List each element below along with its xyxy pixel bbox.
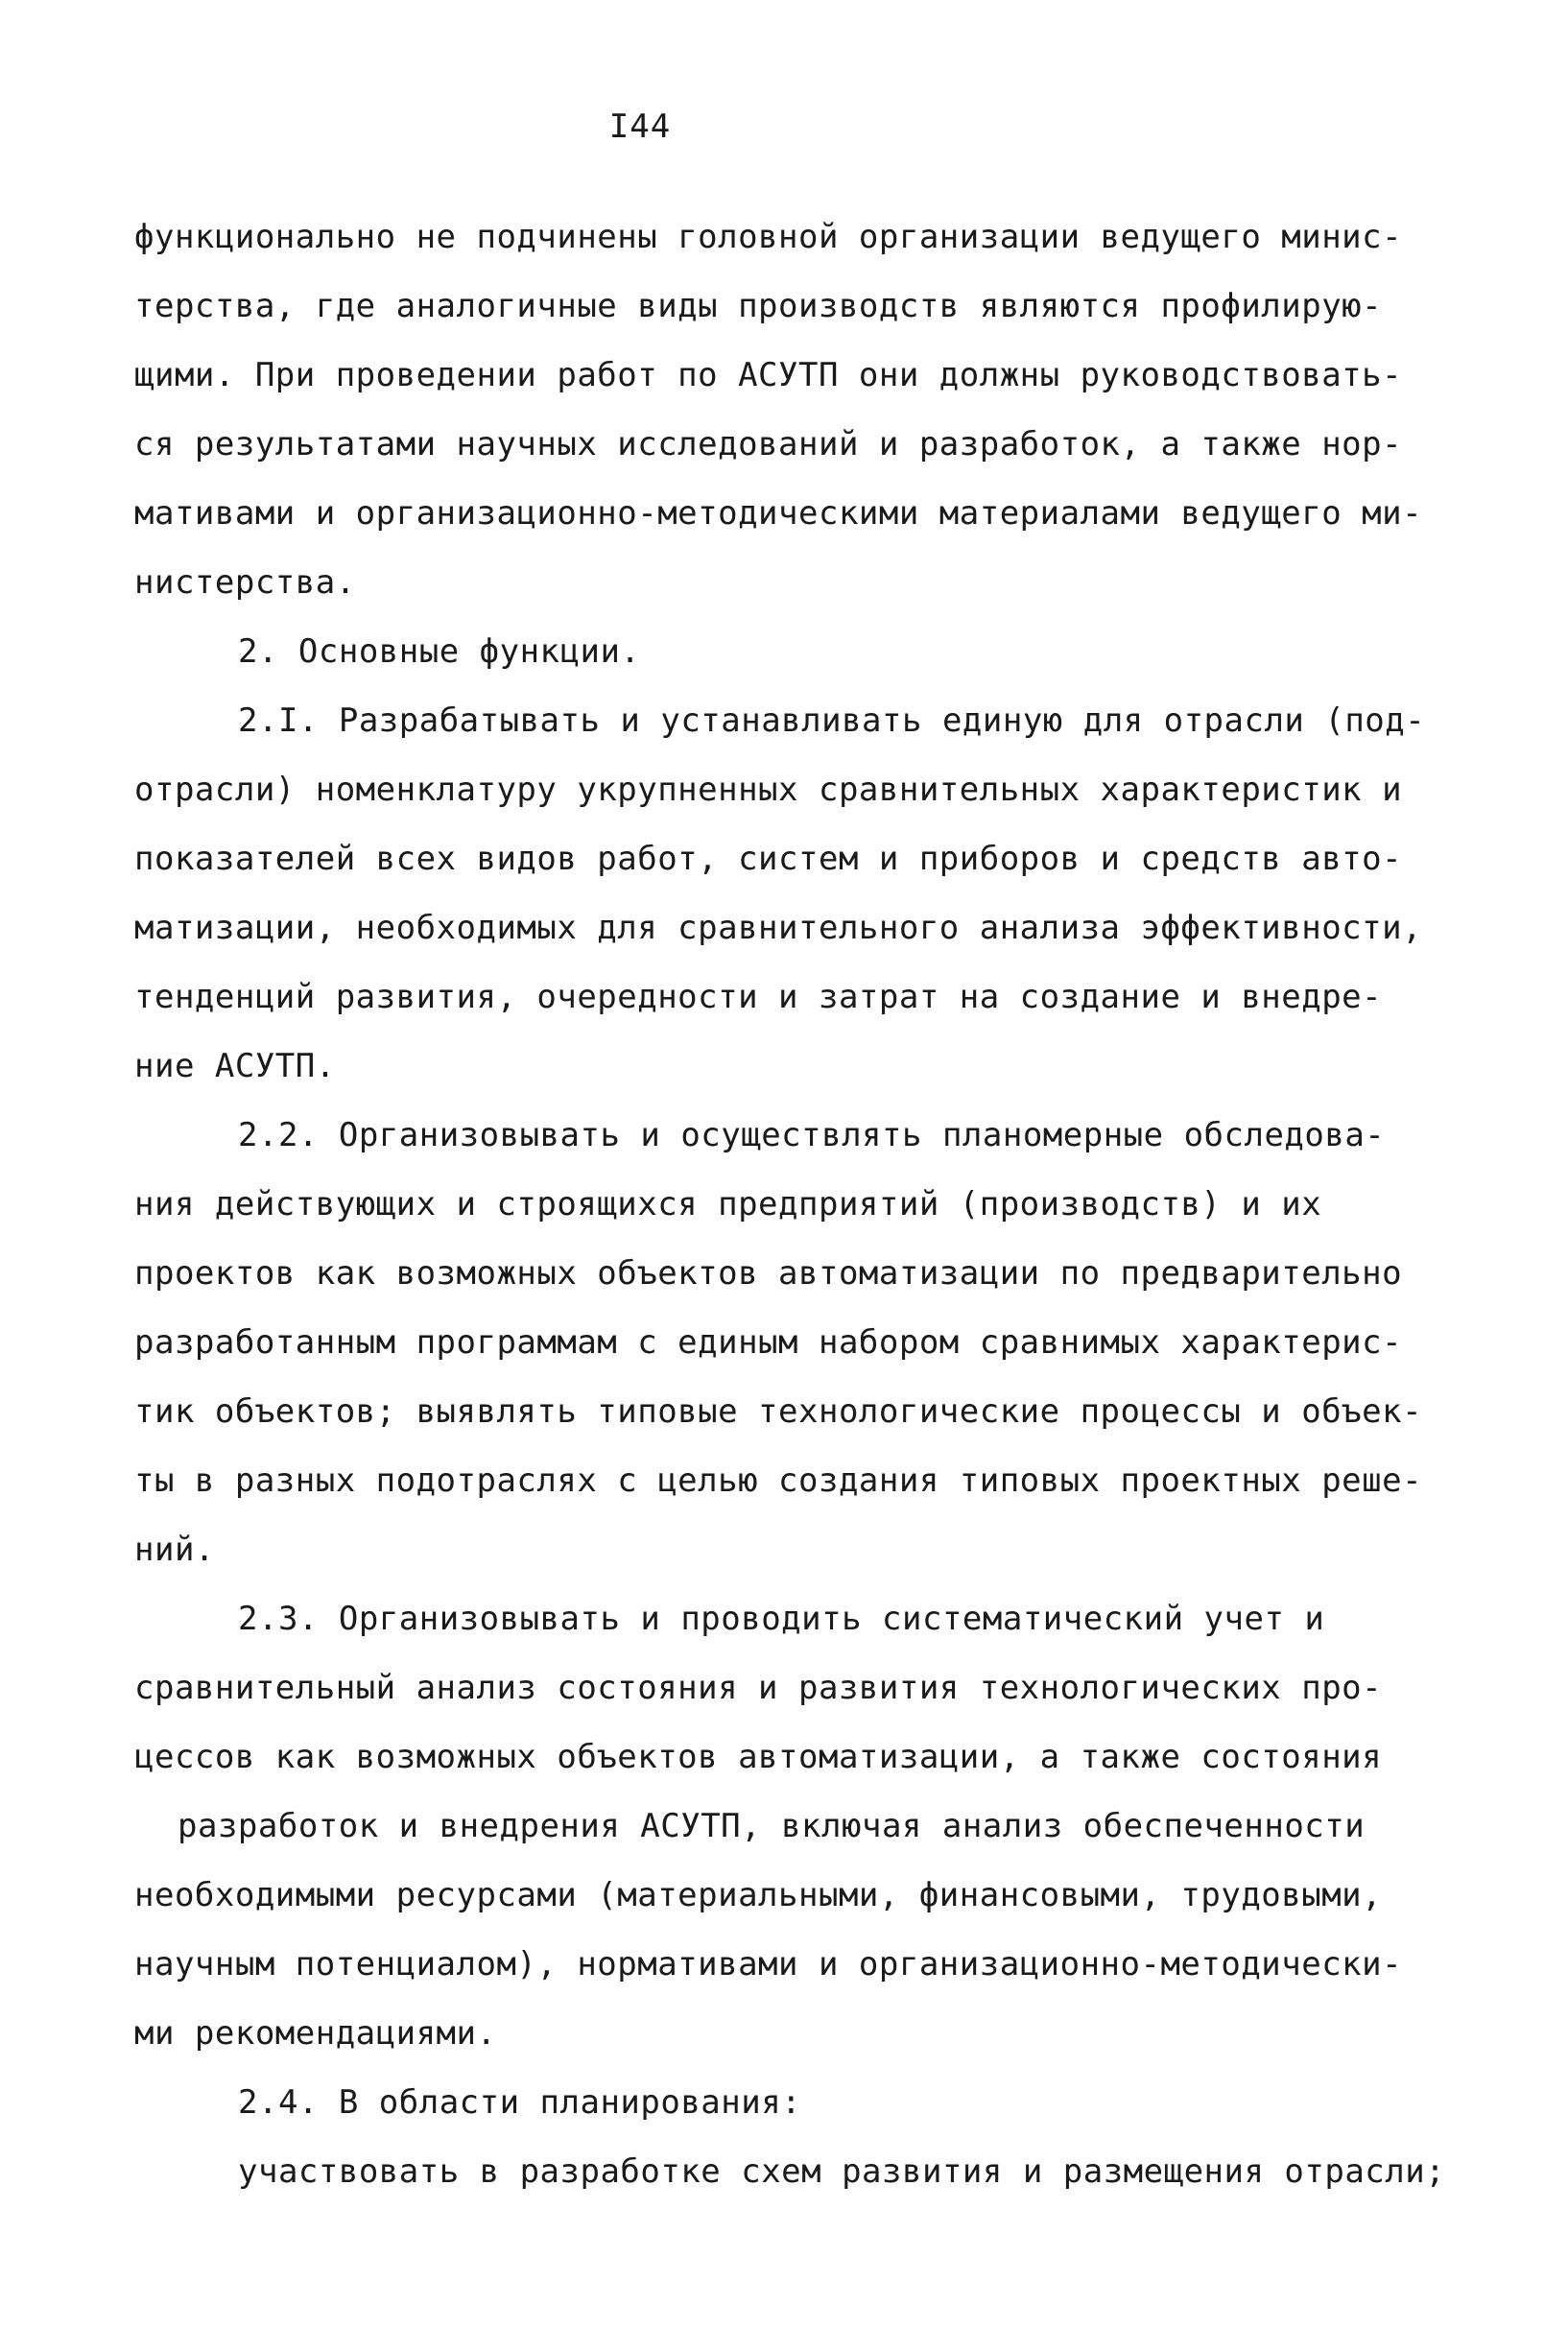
text-line: тенденций развития, очередности и затрат на создание и внедре- bbox=[134, 978, 1383, 1016]
text-line: ния действующих и строящихся предприятий (производств) и их bbox=[134, 1185, 1322, 1223]
text-line: 2.2. Организовывать и осуществлять планомерные обследова- bbox=[238, 1116, 1386, 1154]
text-line: 2.I. Разрабатывать и устанавливать единую для отрасли (под- bbox=[238, 701, 1426, 740]
section-heading: 2.4. В области планирования: bbox=[238, 2083, 802, 2122]
text-line: проектов как возможных объектов автоматизации по предварительно bbox=[134, 1254, 1403, 1293]
text-line: цессов как возможных объектов автоматизации, а также состояния bbox=[134, 1738, 1383, 1776]
text-line: научным потенциалом), нормативами и организационно-методически- bbox=[134, 1945, 1403, 1984]
text-line: разработанным программам с единым набором сравнимых характерис- bbox=[134, 1323, 1403, 1362]
text-line: ний. bbox=[134, 1531, 215, 1569]
text-line: 2.3. Организовывать и проводить систематический учет и bbox=[238, 1600, 1325, 1638]
text-line: отрасли) номенклатуру укрупненных сравнительных характеристик и bbox=[134, 771, 1403, 809]
text-line: ся результатами научных исследований и разработок, а также нор- bbox=[134, 425, 1403, 463]
text-line: ние АСУТП. bbox=[134, 1047, 336, 1085]
text-line: щими. При проведении работ по АСУТП они должны руководствовать- bbox=[134, 356, 1403, 394]
section-heading: 2. Основные функции. bbox=[238, 632, 641, 671]
text-line: мативами и организационно-методическими материалами ведущего ми- bbox=[134, 494, 1423, 533]
text-line: сравнительный анализ состояния и развития технологических про- bbox=[134, 1669, 1383, 1707]
text-line: матизации, необходимых для сравнительного анализа эффективности, bbox=[134, 909, 1423, 947]
text-line: функционально не подчинены головной организации ведущего минис- bbox=[134, 218, 1403, 256]
page-number: I44 bbox=[608, 107, 672, 146]
text-line: ми рекомендациями. bbox=[134, 2014, 497, 2053]
text-line: ты в разных подотраслях с целью создания типовых проектных реше- bbox=[134, 1461, 1423, 1500]
text-line: разработок и внедрения АСУТП, включая анализ обеспеченности bbox=[178, 1807, 1366, 1845]
text-line: необходимыми ресурсами (материальными, финансовыми, трудовыми, bbox=[134, 1876, 1383, 1914]
text-line: терства, где аналогичные виды производств являются профилирую- bbox=[134, 287, 1383, 325]
text-line: показателей всех видов работ, систем и приборов и средств авто- bbox=[134, 840, 1403, 878]
text-line: участвовать в разработке схем развития и размещения отрасли; bbox=[238, 2152, 1446, 2191]
text-line: нистерства. bbox=[134, 563, 356, 602]
text-line: тик объектов; выявлять типовые технологические процессы и объек- bbox=[134, 1392, 1423, 1431]
